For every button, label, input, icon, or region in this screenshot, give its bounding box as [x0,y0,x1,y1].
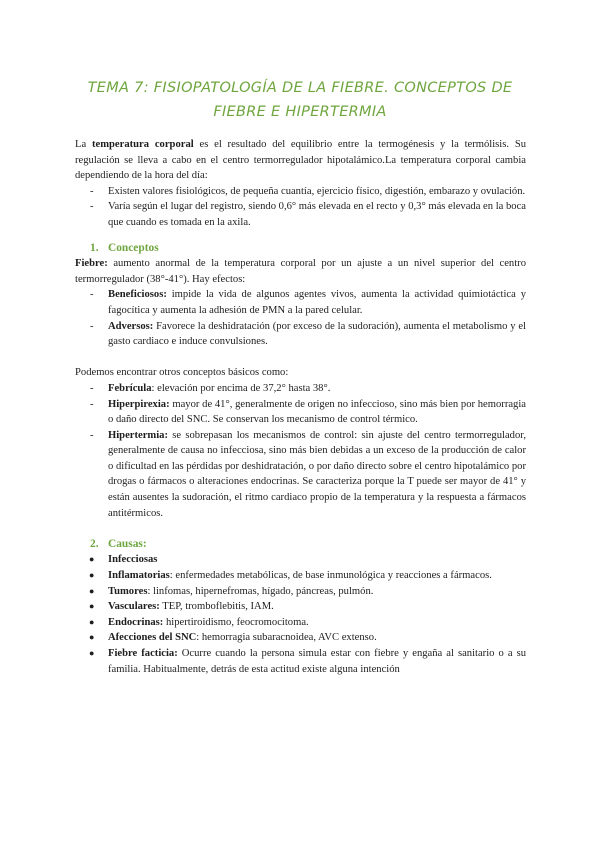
document-body [75,137,526,677]
cause-item: ● Endocrinas: hipertiroidismo, feocromocitoma. [75,615,526,631]
bullet-icon: ● [89,601,95,612]
cause-item: ● Vasculares: TEP, tromboflebitis, IAM. [75,599,526,615]
dash-marker: - [90,289,94,301]
bullet-icon: ● [89,648,95,658]
concept-item: - Hiperpirexia: mayor de 41°, generalmente de origen no infeccioso, sino más bien por hemorragia o daño directo del SNC. Se conservan los mecanismo de control térmico. [90,398,526,426]
intro-bold-term: temperatura corporal [91,139,194,150]
intro-list-item: - Existen valores fisiológicos, de pequeña cuantía, ejercicio físico, digestión, embarazo y ovulación. [75,184,526,200]
cause-item: ● Inflamatorias: enfermedades metabólicas, de base inmunológica y reacciones a fármacos. [75,568,526,584]
cause-item: ● Afecciones del SNC: hemorragia subaracnoidea, AVC extenso. [75,630,526,646]
fiebre-definition: Fiebre: aumento anormal de la temperatura corporal por un ajuste a un nivel superior del centro termorregulador (38°-41°). Hay efectos: [75,258,526,285]
other-concepts-intro: Podemos encontrar otros conceptos básicos como: [75,367,289,379]
dash-marker: - [90,201,94,213]
effect-item: - Adversos: Favorece la deshidratación (por exceso de la sudoración), aumenta el metabolismo y el gasto cardiaco e induce convulsiones. [90,320,526,348]
concept-item: - Hipertermia: se sobrepasan los mecanismos de control: sin ajuste del centro termorregulador, generalmente de causa no infecciosa, sino más bien debidas a un exceso de la producción de calor o dificultad en las pérdidas por deshidratación, o por daño directo sobre el centro hipotalámico por drogas o fármacos o alteraciones endocrinas. Se caracteriza porque la T puede ser mayor de 41° y están ausentes la sudoración, el ritmo cardiaco propio de la temperatura y la respuesta a fármacos antitérmicos. [90,429,526,519]
effect-item: - Beneficiosos: impide la vida de algunos agentes vivos, aumenta la actividad quimiotáctica y fagocítica y aumenta la adhesión de PMN a la pared celular. [90,289,526,316]
dash-marker: - [90,382,94,394]
dash-marker: - [90,429,94,441]
bullet-icon: ● [89,570,95,581]
bullet-icon: ● [89,616,95,627]
section-heading-conceptos: 1. Conceptos [90,241,159,254]
intro-paragraph: La temperatura corporal es el resultado del equilibrio entre la termogénesis y la termólisis. Su regulación se lleva a cabo en el centro termorregulador hipotalámico.La temperatura corporal cambia dependiendo de la hora del día: [75,139,527,182]
page-title: TEMA 7: FISIOPATOLOGÍA DE LA FIEBRE. CONCEPTOS DE FIEBRE E HIPERTERMIA [87,80,513,120]
bullet-icon: ● [89,632,95,643]
cause-item: ● Infecciosas [75,552,526,568]
cause-item: ● Fiebre facticia: Ocurre cuando la persona simula estar con fiebre y engaña al sanitario o a su familia. Habitualmente, detrás de esta actitud existe alguna intención [89,648,526,675]
dash-marker: - [90,320,94,332]
section-heading-causas: 2. Causas: [90,537,147,550]
bullet-icon: ● [89,554,95,565]
concept-item: - Febrícula: elevación por encima de 37,2° hasta 38°. [75,381,526,397]
dash-marker: - [90,398,94,410]
dash-marker: - [90,185,94,197]
cause-item: ● Tumores: linfomas, hipernefromas, hígado, páncreas, pulmón. [75,584,526,600]
bullet-icon: ● [89,585,95,596]
intro-list-item: - Varía según el lugar del registro, siendo 0,6° más elevada en el recto y 0,3° más elevada en la boca que cuando es tomada en la axila. [90,201,526,228]
